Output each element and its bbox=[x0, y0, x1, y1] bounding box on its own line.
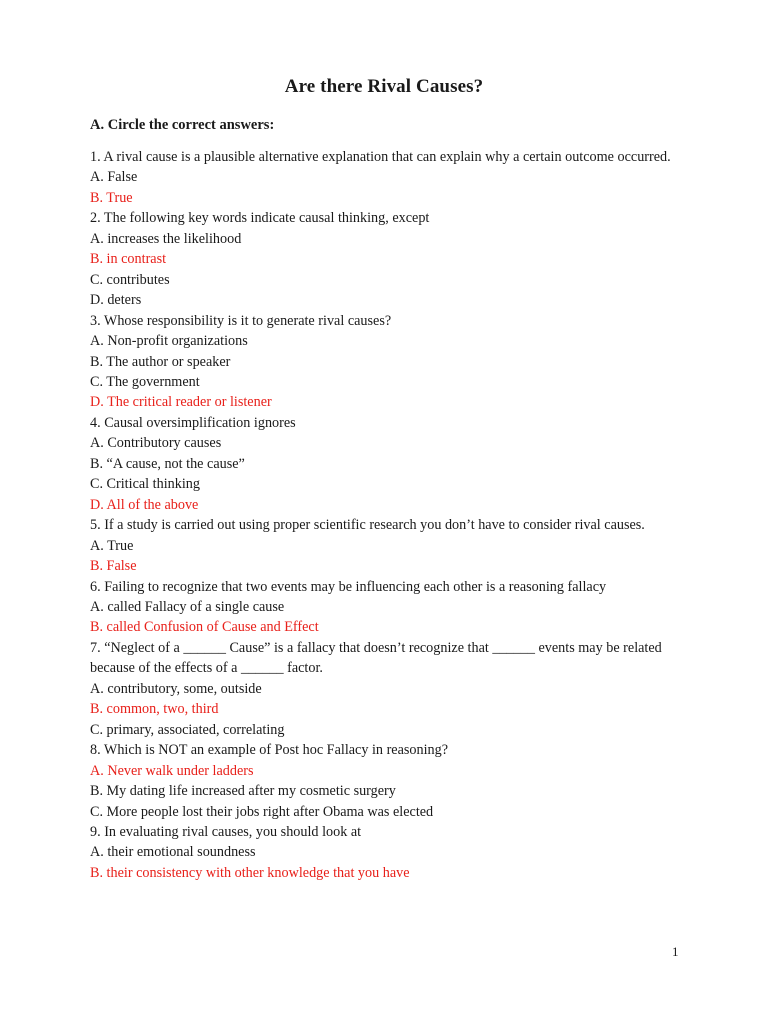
answer-option: D. deters bbox=[90, 292, 142, 309]
answer-option: B. My dating life increased after my cosmetic surgery bbox=[90, 783, 396, 800]
correct-answer-option: D. All of the above bbox=[90, 496, 199, 513]
question-prompt: 2. The following key words indicate causal thinking, except bbox=[90, 210, 430, 227]
question-9 bbox=[90, 822, 690, 883]
correct-answer-option: D. The critical reader or listener bbox=[90, 394, 272, 411]
page-title: Are there Rival Causes? bbox=[284, 76, 484, 97]
question-3 bbox=[90, 311, 690, 413]
question-prompt: 1. A rival cause is a plausible alternative explanation that can explain why a certain outcome occurred. bbox=[90, 149, 671, 165]
question-6 bbox=[90, 577, 690, 638]
answer-option: A. False bbox=[90, 169, 138, 186]
correct-answer-option: B. False bbox=[90, 558, 137, 575]
section-heading: A. Circle the correct answers: bbox=[90, 117, 275, 133]
answer-option: C. Critical thinking bbox=[90, 476, 200, 493]
correct-answer-option: B. called Confusion of Cause and Effect bbox=[90, 619, 319, 636]
page-number: 1 bbox=[672, 944, 679, 959]
correct-answer-option: B. in contrast bbox=[90, 251, 167, 268]
answer-option: A. increases the likelihood bbox=[90, 230, 242, 247]
answer-option: B. “A cause, not the cause” bbox=[90, 455, 245, 472]
answer-option: A. their emotional soundness bbox=[90, 844, 256, 861]
question-4 bbox=[90, 413, 690, 515]
correct-answer-option: A. Never walk under ladders bbox=[90, 762, 254, 779]
question-7 bbox=[90, 638, 690, 740]
question-prompt: 8. Which is NOT an example of Post hoc Fallacy in reasoning? bbox=[90, 742, 449, 759]
answer-option: A. called Fallacy of a single cause bbox=[90, 598, 285, 615]
correct-answer-option: B. common, two, third bbox=[90, 701, 219, 718]
question-prompt: 4. Causal oversimplification ignores bbox=[90, 414, 296, 431]
question-prompt: 6. Failing to recognize that two events may be influencing each other is a reasoning fallacy bbox=[90, 578, 607, 595]
question-prompt: 3. Whose responsibility is it to generate rival causes? bbox=[90, 312, 392, 329]
answer-option: A. Non-profit organizations bbox=[90, 333, 248, 350]
answer-option: B. The author or speaker bbox=[90, 353, 231, 370]
question-prompt: 5. If a study is carried out using proper scientific research you don’t have to consider rival causes. bbox=[90, 517, 645, 534]
question-prompt: 9. In evaluating rival causes, you should look at bbox=[90, 823, 362, 840]
question-2 bbox=[90, 208, 690, 310]
answer-option: C. contributes bbox=[90, 271, 170, 288]
answer-option: A. contributory, some, outside bbox=[90, 680, 262, 697]
answer-option: C. More people lost their jobs right after Obama was elected bbox=[90, 803, 434, 820]
question-prompt: 7. “Neglect of a ______ Cause” is a fallacy that doesn’t recognize that ______ events may be related because of the effects of a ______ factor. bbox=[90, 639, 666, 677]
answer-option: C. primary, associated, correlating bbox=[90, 721, 285, 738]
answer-option: A. Contributory causes bbox=[90, 435, 222, 452]
correct-answer-option: B. True bbox=[90, 189, 133, 206]
correct-answer-option: B. their consistency with other knowledge that you have bbox=[90, 864, 410, 881]
question-list bbox=[90, 147, 690, 883]
answer-option: A. True bbox=[90, 537, 134, 554]
question-1 bbox=[90, 147, 690, 208]
answer-option: C. The government bbox=[90, 373, 200, 390]
question-8 bbox=[90, 740, 690, 822]
question-5 bbox=[90, 515, 690, 576]
